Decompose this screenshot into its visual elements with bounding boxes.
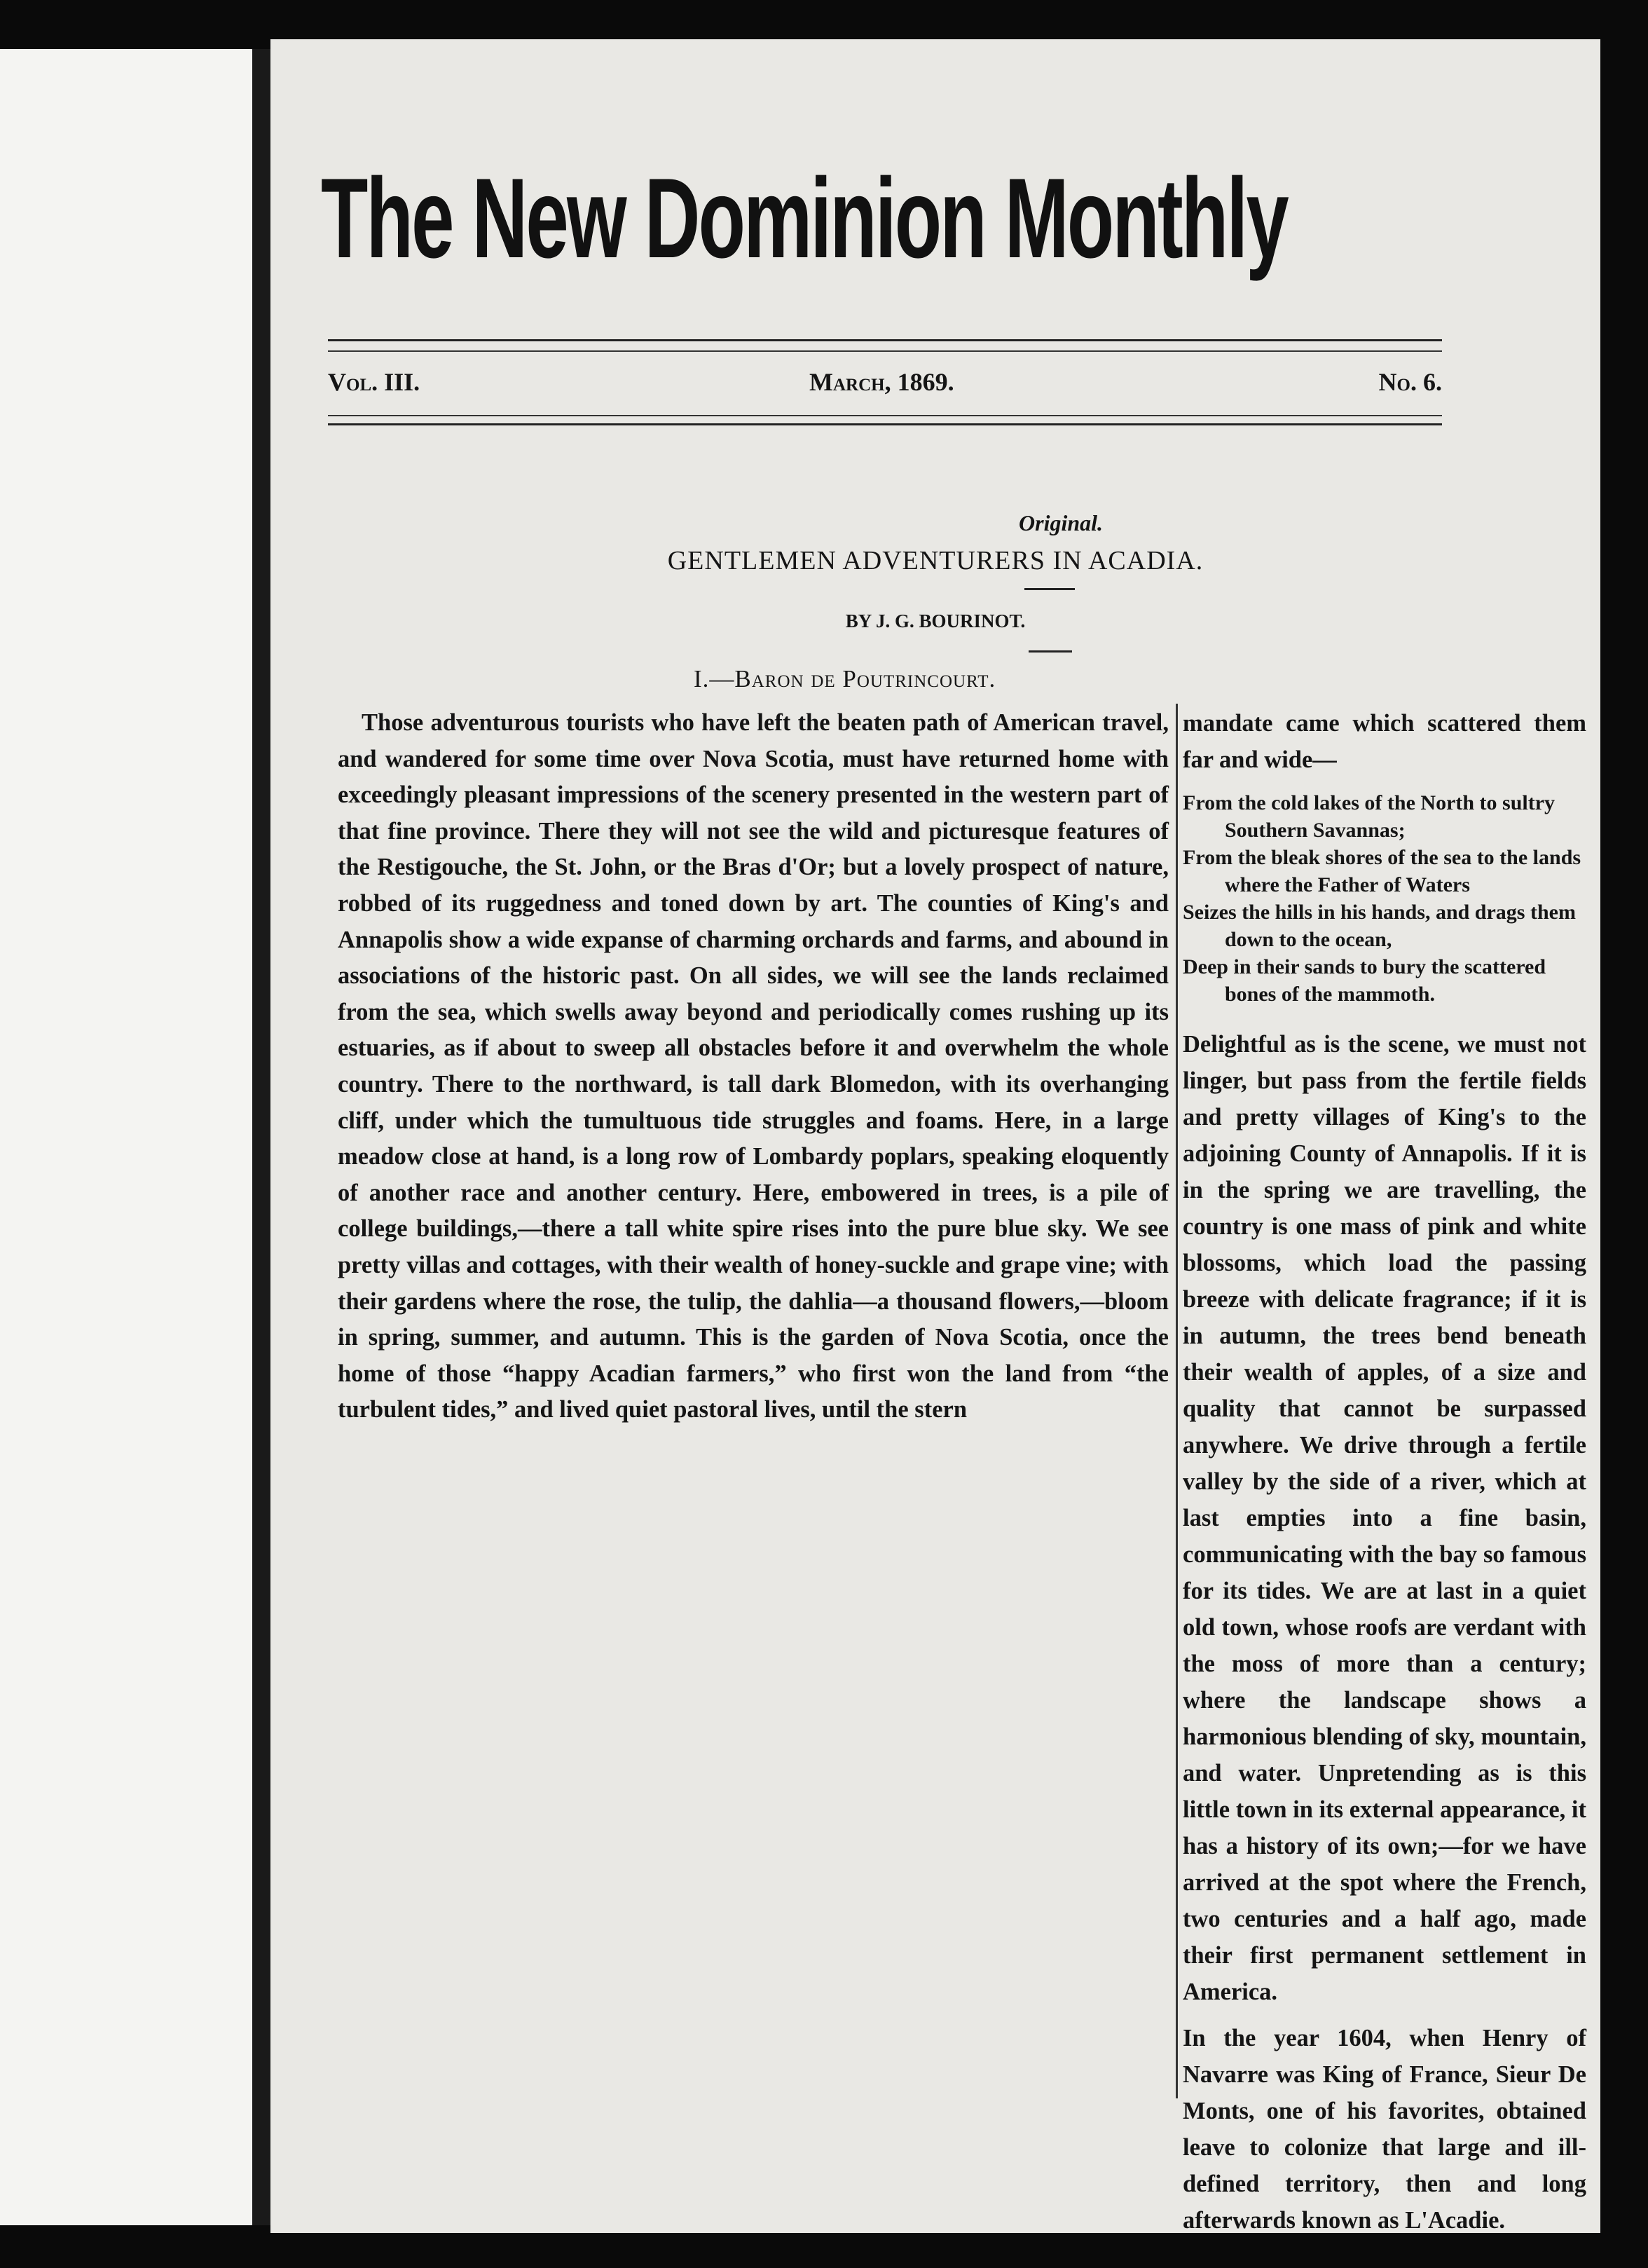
byline-rule xyxy=(1029,650,1072,653)
issue-number: No. 6. xyxy=(1378,368,1442,396)
binding-shadow xyxy=(252,49,270,2225)
verse-line: Seizes the hills in his hands, and drags them down to the ocean, xyxy=(1183,901,1576,951)
right-column xyxy=(1183,705,1586,2239)
paragraph: Delightful as is the scene, we must not linger, but pass from the fertile fields and pretty villages of King's to the adjoining County of Annapolis. If it is in the spring we are travelling, the country is one mass of pink and white blossoms, which load the passing breeze with delicate fragrance; if it is in autumn, the trees bend beneath their wealth of apples, of a size and quality that cannot be surpassed anywhere. We drive through a fertile valley by the side of a river, which at last empties into a fine basin, communicating with the bay so famous for its tides. We are at last in a quiet old town, whose roofs are verdant with the moss of more than a century; where the landscape shows a harmonious blending of sky, mountain, and water. Unpretending as is this little town in its external appearance, it has a history of its own;—for we have arrived at the spot where the French, two centuries and a half ago, made their first permanent settlement in America. xyxy=(1183,1031,1586,2005)
verse-lead-in: mandate came which scattered them far and wide— xyxy=(1183,710,1586,773)
masthead-title: The New Dominion Monthly xyxy=(321,155,1287,282)
original-label: Original. xyxy=(1019,510,1104,535)
masthead-rule xyxy=(328,339,1442,341)
verse-quote xyxy=(1183,789,1586,1008)
masthead-rule xyxy=(328,423,1442,425)
masthead-rule xyxy=(328,350,1442,352)
article-byline: BY J. G. BOURINOT. xyxy=(845,610,1026,631)
paragraph: In the year 1604, when Henry of Navarre was King of France, Sieur De Monts, one of his favorites, obtained leave to colonize that large and ill-defined territory, then and long afterwards known as L'Acadie. xyxy=(1183,2025,1586,2234)
title-rule xyxy=(1024,588,1075,590)
verse-line: From the bleak shores of the sea to the lands where the Father of Waters xyxy=(1183,846,1581,896)
left-column-text: Those adventurous tourists who have left the beaten path of American travel, and wandered for some time over Nova Scotia, must have returned home with exceedingly pleasant impressions of the scenery presented in the western part of that fine province. There they will not see the wild and picturesque features of the Restigouche, the St. John, or the Bras d'Or; but a lovely prospect of nature, robbed of its ruggedness and toned down by art. The counties of King's and Annapolis show a wide expanse of charming orchards and farms, and abound in associations of the historic past. On all sides, we will see the lands reclaimed from the sea, which swells away beyond and periodically comes rushing up its estuaries, as if about to sweep all obstacles before it and overwhelm the whole country. There to the northward, is tall dark Blomedon, with its overhanging cliff, under which the tumultuous tide struggles and foams. Here, in a large meadow close at hand, is a long row of Lombardy poplars, speaking eloquently of another race and another century. Here, embowered in trees, is a pile of college buildings,—there a tall white spire rises into the pure blue sky. We see pretty villas and cottages, with their wealth of honey-suckle and grape vine; with their gardens where the rose, the tulip, the dahlia—a thousand flowers,—bloom in spring, summer, and autumn. This is the garden of Nova Scotia, once the home of those “happy Acadian farmers,” who first won the land from “the turbulent tides,” and lived quiet pastoral lives, until the stern xyxy=(338,709,1169,1423)
article-title: GENTLEMEN ADVENTURERS IN ACADIA. xyxy=(667,546,1204,575)
volume-label: Vol. III. xyxy=(328,368,420,396)
left-column xyxy=(338,705,1169,1428)
masthead-rule xyxy=(328,415,1442,416)
verse-line: Deep in their sands to bury the scattered bones of the mammoth. xyxy=(1183,955,1546,1006)
column-rule xyxy=(1176,704,1178,2098)
issue-date: March, 1869. xyxy=(809,368,954,396)
facing-page xyxy=(0,49,254,2225)
verse-line: From the cold lakes of the North to sultry Southern Savannas; xyxy=(1183,791,1556,842)
section-heading: I.—Baron de Poutrincourt. xyxy=(694,665,996,692)
document-page xyxy=(270,39,1600,2233)
